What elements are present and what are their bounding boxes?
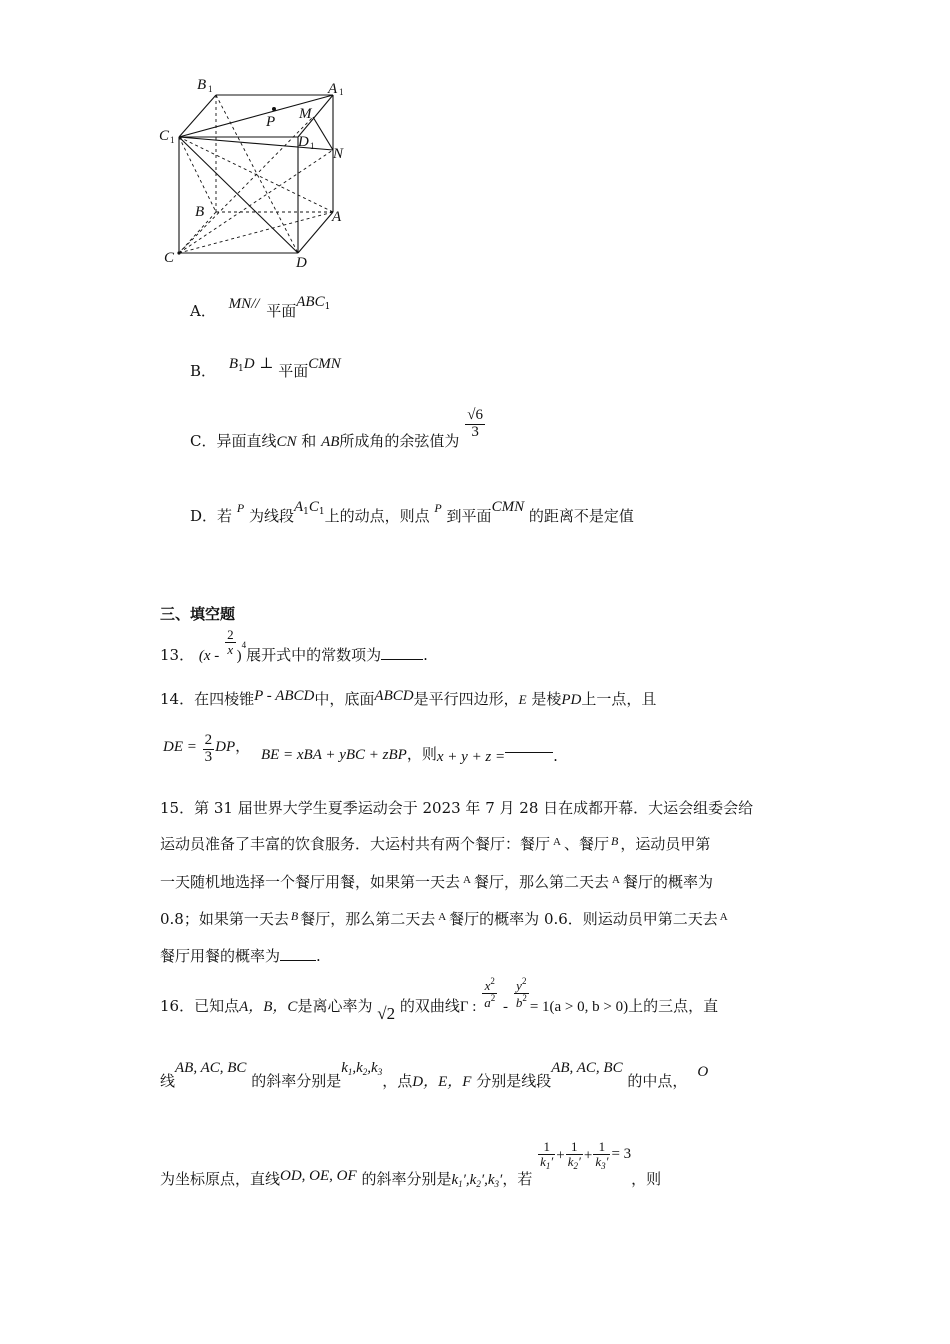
q15-l3c: 餐厅的概率为 bbox=[622, 873, 713, 891]
q16-l2b: 的斜率分别是 bbox=[251, 1072, 342, 1090]
q16-inv-k1: $\frac{1}{k_1'}$ bbox=[540, 1139, 554, 1171]
q14-text6: ，则 bbox=[406, 745, 437, 764]
q14-dp: DP bbox=[215, 739, 236, 756]
label-b1-sub: 1 bbox=[208, 84, 213, 94]
q15-l2b: 、餐厅 bbox=[563, 835, 609, 853]
label-m: M bbox=[299, 106, 312, 122]
option-d-p: P bbox=[236, 501, 245, 515]
section-title: 三、填空题 bbox=[160, 605, 236, 623]
q16-l2d: 分别是线段 bbox=[476, 1072, 552, 1090]
q15-a-3: A bbox=[611, 874, 620, 886]
option-d-a: A bbox=[293, 499, 304, 515]
label-n: N bbox=[333, 146, 344, 162]
question-13 bbox=[160, 627, 428, 665]
q14-e: E bbox=[518, 692, 527, 707]
q16-frac-x bbox=[482, 977, 497, 1009]
q14-text3: 是平行四边形， bbox=[413, 690, 519, 708]
q13-end: . bbox=[423, 646, 428, 665]
q16-minus: - bbox=[503, 999, 509, 1016]
q16-inv-k2: $\frac{1}{k_2'}$ bbox=[567, 1139, 581, 1171]
q16-inv-k3: $\frac{1}{k_3'}$ bbox=[595, 1139, 609, 1171]
q15-l3a: 一天随机地选择一个餐厅用餐，如果第一天去 bbox=[160, 873, 461, 891]
label-c1-sub: 1 bbox=[170, 135, 175, 145]
label-a1-sub: 1 bbox=[339, 87, 344, 97]
q15-line-5 bbox=[160, 945, 321, 966]
q14-fraction-den: 3 bbox=[204, 748, 213, 765]
q15-b-2: B bbox=[290, 909, 299, 923]
option-c-fraction-num: √6 bbox=[467, 407, 483, 423]
option-c-letter: C． bbox=[190, 432, 217, 451]
q16-l1d: 上的三点，直 bbox=[628, 997, 719, 1016]
option-a-abc-sub: 1 bbox=[324, 302, 331, 312]
option-b-b-sub: 1 bbox=[237, 364, 244, 374]
option-d-cmn: CMN bbox=[491, 499, 525, 515]
q14-text5: 上一点，且 bbox=[581, 690, 657, 708]
label-c: C bbox=[164, 250, 175, 266]
q15-a-4: A bbox=[438, 911, 447, 923]
option-c-fraction bbox=[465, 408, 485, 441]
q16-l3d: ，则 bbox=[631, 1169, 662, 1188]
q16-l3b: 的斜率分别是 bbox=[361, 1169, 452, 1188]
q16-eq: = 1(a > 0, b > 0) bbox=[529, 999, 629, 1016]
q16-frac-y bbox=[514, 977, 529, 1009]
label-a1: A bbox=[328, 81, 338, 97]
q13-text: 展开式中的常数项为 bbox=[246, 646, 382, 665]
q16-eq3: = 3 bbox=[611, 1145, 632, 1162]
q16-points: A，B，C bbox=[239, 999, 298, 1016]
option-d-a-sub: 1 bbox=[303, 507, 309, 517]
q14-fraction-num: 2 bbox=[204, 732, 213, 748]
q15-l4b: 餐厅，那么第二天去 bbox=[300, 910, 436, 928]
q14-comma: ， bbox=[235, 737, 251, 756]
option-d-text5: 的距离不是定值 bbox=[528, 507, 634, 525]
option-c[interactable] bbox=[190, 407, 486, 451]
point-p-dot bbox=[272, 107, 276, 111]
option-a-mn: MN bbox=[228, 296, 252, 312]
option-d-c: C bbox=[308, 499, 319, 515]
q13-fraction-den: x bbox=[227, 641, 234, 657]
option-d-text4: 到平面 bbox=[446, 507, 492, 525]
option-a-abc: ABC bbox=[296, 294, 325, 310]
point-c-dot bbox=[177, 251, 180, 254]
option-c-text2: 和 bbox=[301, 432, 317, 451]
q14-number: 14． bbox=[160, 690, 195, 708]
q14-text1: 在四棱锥 bbox=[194, 690, 255, 708]
q16-frac-y-den: $b^2$ bbox=[515, 992, 527, 1010]
q14-de: DE = bbox=[163, 739, 197, 756]
q15-line-1: 15．第 31 届世界大学生夏季运动会于 2023 年 7 月 28 日在成都开幕．大运会组委会给 bbox=[160, 799, 754, 817]
option-b[interactable] bbox=[190, 356, 341, 382]
label-a: A bbox=[332, 209, 342, 225]
q16-plus-2: + bbox=[583, 1147, 593, 1164]
q15-a: A bbox=[553, 836, 561, 848]
q15-l2a: 运动员准备了丰富的饮食服务．大运村共有两个餐厅：餐厅 bbox=[160, 835, 551, 853]
option-b-cmn: CMN bbox=[308, 356, 341, 372]
q15-a-2: A bbox=[463, 874, 471, 886]
q13-close: ) bbox=[236, 648, 242, 665]
q16-lines-2: AB, AC, BC bbox=[551, 1060, 623, 1076]
q15-line-3 bbox=[160, 871, 713, 892]
q16-l1b: 是离心率为 bbox=[297, 997, 373, 1016]
q14-text2: 中，底面 bbox=[314, 690, 375, 708]
q14-answer-blank[interactable] bbox=[505, 752, 553, 753]
q16-line-2 bbox=[160, 1060, 709, 1090]
option-c-fraction-den: 3 bbox=[471, 423, 479, 440]
label-b: B bbox=[195, 204, 205, 220]
option-d-letter: D． bbox=[190, 507, 218, 525]
option-b-plane: 平面 bbox=[278, 362, 309, 380]
option-b-b: B bbox=[228, 356, 238, 372]
q13-answer-blank[interactable] bbox=[381, 659, 423, 660]
q14-fraction bbox=[203, 733, 215, 766]
q16-line-1 bbox=[160, 976, 719, 1024]
q15-answer-blank[interactable] bbox=[280, 960, 316, 961]
q13-fraction bbox=[225, 628, 236, 656]
option-d[interactable] bbox=[190, 499, 634, 527]
q16-frac-x-num: $x^2$ bbox=[482, 977, 497, 994]
q16-l2a: 线 bbox=[160, 1072, 176, 1090]
q14-be: BE = xBA + yBC + zBP bbox=[260, 747, 407, 764]
q15-line-2 bbox=[160, 833, 710, 854]
q16-plus-1: + bbox=[556, 1147, 565, 1164]
option-b-letter: B． bbox=[190, 362, 217, 380]
q14-pd: PD bbox=[561, 692, 582, 708]
option-c-text1: 异面直线 bbox=[216, 432, 277, 451]
q16-slopes-prime: $k_1',k_2',k_3'$ bbox=[451, 1171, 503, 1189]
q16-l2c: ，点 bbox=[382, 1072, 413, 1090]
q15-l2c: ，运动员甲第 bbox=[620, 835, 711, 853]
q16-lines-3: OD, OE, OF bbox=[280, 1167, 357, 1184]
q16-gamma: Γ : bbox=[459, 999, 477, 1016]
q16-l2e: 的中点， bbox=[627, 1072, 688, 1090]
q15-line-4 bbox=[160, 908, 730, 929]
q16-l3a: 为坐标原点，直线 bbox=[160, 1169, 281, 1188]
q15-l5a: 餐厅用餐的概率为 bbox=[160, 947, 281, 965]
q13-number: 13． bbox=[160, 646, 195, 665]
label-d1: D bbox=[298, 134, 309, 150]
option-c-ab: AB bbox=[321, 434, 340, 451]
option-b-d: D bbox=[243, 356, 255, 372]
q16-sqrt2: √2 bbox=[377, 1004, 396, 1024]
q16-l1c: 的双曲线 bbox=[399, 997, 460, 1016]
option-d-text2: 为线段 bbox=[248, 507, 294, 525]
option-d-text1: 若 bbox=[217, 507, 233, 525]
q14-pyramid: P - ABCD bbox=[254, 688, 315, 704]
option-a[interactable] bbox=[190, 294, 331, 322]
option-d-text3: 上的动点，则点 bbox=[324, 507, 430, 525]
q13-open: (x - bbox=[198, 648, 220, 665]
option-b-perp: ⊥ bbox=[259, 356, 274, 372]
option-a-plane: 平面 bbox=[266, 302, 297, 320]
q15-a-5: A bbox=[719, 911, 728, 923]
option-d-c-sub: 1 bbox=[318, 507, 325, 517]
q14-end: . bbox=[553, 747, 558, 766]
q14-base: ABCD bbox=[374, 688, 414, 704]
label-d: D bbox=[296, 255, 307, 271]
option-c-cn: CN bbox=[276, 434, 297, 451]
q16-frac-x-den: $a^2$ bbox=[484, 992, 496, 1010]
q16-slopes: $k_1,k_2,k_3$ bbox=[341, 1060, 383, 1077]
q16-line-3 bbox=[160, 1139, 662, 1189]
label-p: P bbox=[266, 114, 276, 130]
q14-sum: x + y + z = bbox=[436, 749, 506, 766]
q15-b: B bbox=[610, 834, 619, 848]
cube-figure bbox=[150, 60, 370, 280]
q14-text4: 是棱 bbox=[531, 690, 562, 708]
q13-exponent: 4 bbox=[241, 640, 247, 651]
q16-l3c: ，若 bbox=[502, 1169, 533, 1188]
label-d1-sub: 1 bbox=[310, 141, 315, 151]
option-a-letter: A． bbox=[190, 302, 216, 320]
label-c1: C bbox=[159, 128, 170, 144]
label-b1: B bbox=[197, 77, 207, 93]
q16-o: O bbox=[697, 1064, 709, 1080]
question-14-line-2 bbox=[163, 733, 558, 766]
option-a-parallel: // bbox=[251, 296, 260, 312]
q16-l1a: 16．已知点 bbox=[160, 997, 240, 1016]
option-d-p2: P bbox=[434, 501, 442, 515]
q15-l3b: 餐厅，那么第二天去 bbox=[473, 873, 609, 891]
q15-end: . bbox=[316, 947, 321, 965]
question-14-line-1 bbox=[160, 688, 656, 709]
q15-l4a: 0.8；如果第一天去 bbox=[160, 910, 289, 928]
q16-lines-1: AB, AC, BC bbox=[175, 1060, 247, 1076]
q13-fraction-num: 2 bbox=[227, 627, 234, 642]
q16-def: D，E，F bbox=[412, 1074, 472, 1090]
option-c-text3: 所成角的余弦值为 bbox=[339, 432, 460, 451]
q15-l4c: 餐厅的概率为 0.6．则运动员甲第二天去 bbox=[449, 910, 718, 928]
q16-frac-y-num: $y^2$ bbox=[514, 977, 529, 994]
